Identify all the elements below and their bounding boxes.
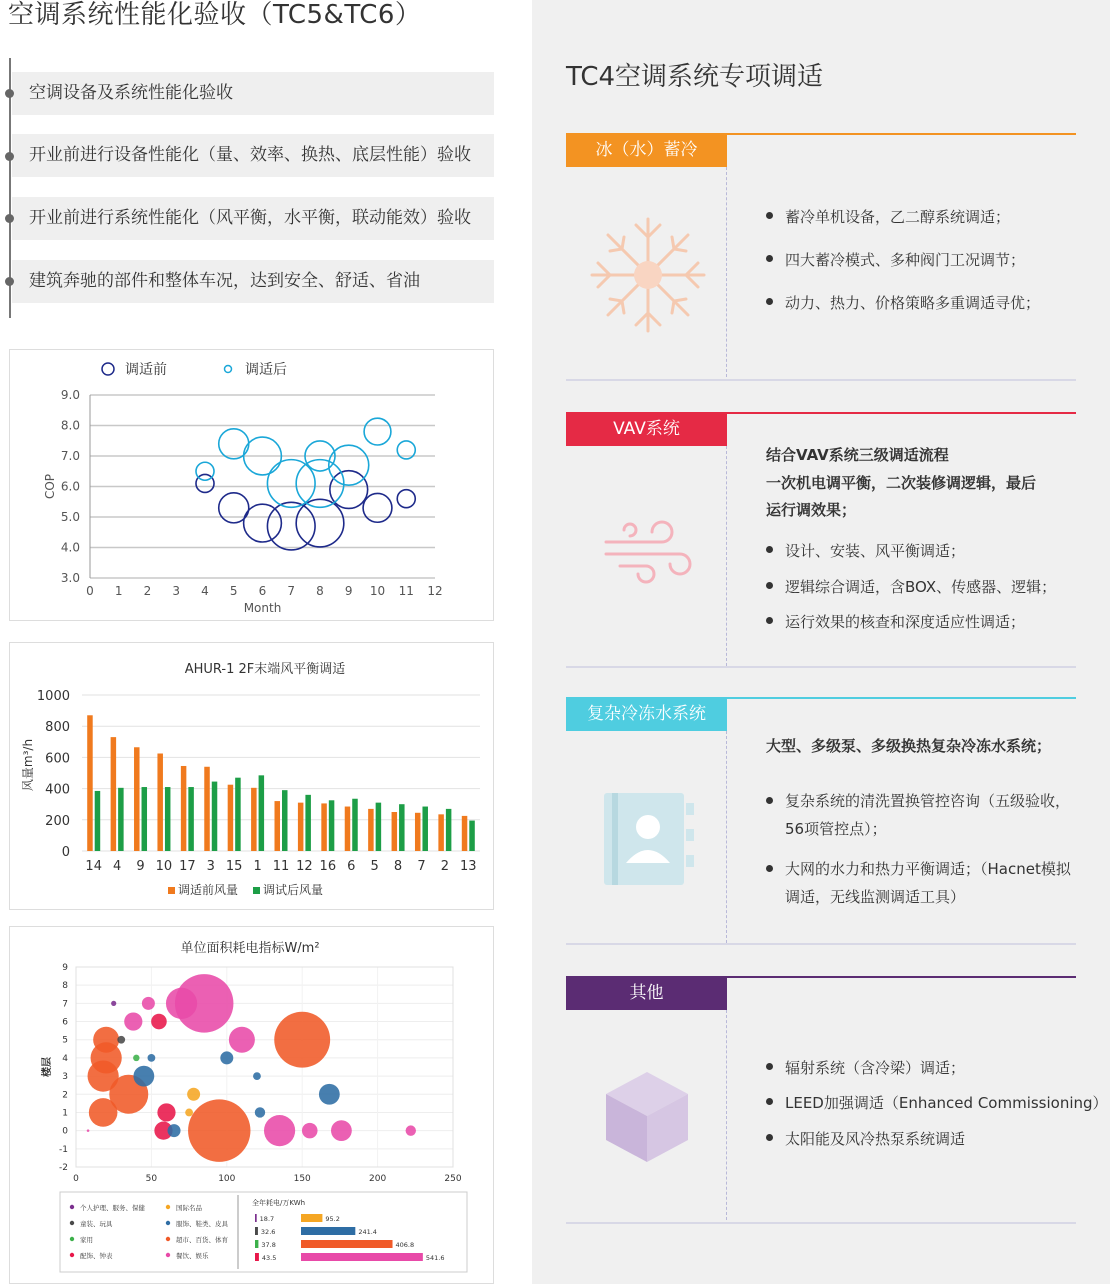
bar (321, 803, 327, 851)
legend-marker (166, 1205, 170, 1209)
bar (415, 813, 421, 851)
bubble-point (330, 471, 368, 509)
x-tick-label: 9 (136, 859, 145, 874)
bullet-item (12, 197, 494, 240)
x-tick-label: 150 (293, 1174, 311, 1184)
section-item: 大网的水力和热力平衡调适；（Hacnet模拟调适，无线监测调适工具） (766, 855, 1076, 911)
section-intro: 运行调效果； (766, 501, 857, 519)
energy-value: 18.7 (259, 1215, 275, 1223)
section-bottom-line (566, 943, 1076, 945)
section-tag: VAV系统 (566, 412, 727, 446)
legend-label: 餐饮、娱乐 (176, 1252, 209, 1260)
bubble-point (363, 493, 392, 522)
bubble-point (188, 1099, 250, 1161)
bar (469, 821, 475, 851)
x-tick-label: 6 (258, 584, 267, 598)
section-item: LEED加强调适（Enhanced Commissioning） (766, 1092, 1108, 1113)
section-divider (726, 446, 727, 666)
bubble-point (187, 1088, 200, 1101)
bubble-point (157, 1103, 175, 1121)
bar (399, 804, 405, 851)
airflow-bar-chart-panel (9, 642, 494, 910)
energy-value: 32.6 (260, 1228, 276, 1236)
legend-marker (166, 1237, 170, 1241)
energy-bar (301, 1253, 423, 1261)
bubble-point (397, 490, 415, 508)
y-tick-label: 4.0 (60, 540, 80, 555)
x-tick-label: 12 (296, 859, 313, 874)
y-tick-label: 5.0 (60, 510, 80, 524)
legend-label: 服饰、鞋类、皮具 (176, 1220, 228, 1228)
energy-value: 406.8 (395, 1241, 415, 1249)
bubble-point (87, 1129, 90, 1132)
section-item: 蓄冷单机设备，乙二醇系统调适； (766, 206, 1010, 227)
section-bottom-line (566, 379, 1076, 381)
bar (438, 814, 444, 851)
x-tick-label: 8 (316, 584, 324, 598)
section-item: 太阳能及风冷热泵系统调适 (766, 1128, 965, 1149)
chart-title: AHUR-1 2F末端风平衡调适 (184, 662, 346, 677)
section-ice-storage (566, 133, 1076, 383)
bubble-point (244, 504, 282, 542)
bullet-dot (5, 277, 14, 286)
section-item: 复杂系统的清洗置换管控咨询（五级验收，56项管控点）； (766, 787, 1076, 843)
bubble-point (364, 418, 391, 445)
section-title: TC4空调系统专项调适 (566, 62, 824, 92)
bar (134, 747, 140, 851)
x-tick-label: 2 (440, 859, 450, 874)
bar (259, 775, 265, 851)
section-item: 辐射系统（含冷梁）调适； (766, 1057, 965, 1078)
x-tick-label: 1 (253, 859, 262, 874)
bar (204, 767, 210, 851)
x-tick-label: 11 (398, 584, 414, 598)
contact-book-icon (598, 789, 698, 889)
y-tick-label: -2 (59, 1163, 68, 1173)
bubble-point (406, 1125, 416, 1135)
legend-marker (168, 887, 175, 894)
section-item: 设计、安装、风平衡调适； (766, 540, 965, 561)
bullet-dot (5, 89, 14, 98)
bar (352, 799, 358, 851)
bar (329, 800, 335, 851)
x-tick-label: 5 (229, 584, 238, 598)
section-item: 动力、热力、价格策略多重调适寻优； (766, 292, 1040, 313)
section-divider (726, 1010, 727, 1220)
left-column (0, 0, 520, 1284)
section-intro: 大型、多级泵、多级换热复杂冷冻水系统； (766, 737, 1052, 755)
x-tick-label: 250 (444, 1174, 462, 1184)
energy-bar (301, 1240, 393, 1248)
y-tick-label: 7.0 (60, 449, 80, 463)
bar (376, 803, 382, 851)
energy-value: 241.4 (358, 1228, 377, 1236)
bullet-text: 开业前进行系统性能化（风平衡，水平衡，联动能效）验收 (29, 208, 471, 228)
bar (111, 737, 117, 851)
energy-bar (255, 1240, 258, 1248)
bar (251, 788, 257, 851)
bar (368, 809, 374, 851)
section-tag: 复杂冷冻水系统 (566, 697, 727, 731)
y-tick-label: -1 (59, 1144, 68, 1155)
bubble-point (89, 1098, 118, 1127)
bar (446, 809, 452, 851)
bar (188, 787, 194, 851)
plot-frame (76, 967, 453, 1167)
bubble-point (117, 1036, 125, 1044)
y-tick-label: 3 (62, 1072, 68, 1083)
legend-marker (102, 363, 114, 375)
x-tick-label: 17 (179, 859, 196, 874)
y-tick-label: 8.0 (60, 418, 80, 433)
bar (95, 791, 101, 851)
bar (392, 812, 398, 851)
bar (275, 801, 281, 851)
legend-label: 国际名品 (176, 1204, 202, 1212)
bubble-point (133, 1055, 140, 1062)
x-tick-label: 7 (417, 859, 426, 874)
bar (87, 715, 93, 851)
x-tick-label: 1 (114, 584, 123, 598)
bubble-point (111, 1001, 116, 1006)
y-tick-label: 4 (62, 1053, 68, 1064)
bubble-point (185, 1109, 193, 1117)
section-tag: 其他 (566, 976, 727, 1010)
section-intro: 结合VAV系统三级调适流程 (766, 446, 949, 464)
bubble-point (274, 1012, 330, 1068)
x-tick-label: 200 (369, 1174, 387, 1184)
bubble-point (142, 997, 155, 1010)
legend-marker (253, 887, 260, 894)
section-divider (726, 167, 727, 377)
energy-bar (301, 1214, 322, 1222)
bar (228, 785, 234, 851)
x-tick-label: 16 (319, 859, 337, 874)
y-tick-label: 9 (62, 963, 68, 973)
y-tick-label: 400 (45, 782, 70, 798)
legend-label: 个人护理、服务、保健 (80, 1204, 145, 1212)
bullet-item (12, 72, 494, 115)
legend-label: 超市、百货、体育 (176, 1236, 228, 1244)
section-bottom-line (566, 666, 1076, 668)
y-axis-label: COP (43, 473, 57, 500)
cop-bubble-chart-panel (9, 349, 494, 621)
y-tick-label: 9.0 (60, 388, 80, 402)
y-tick-label: 1 (62, 1108, 68, 1119)
section-chilled-water (566, 697, 1076, 949)
energy-bar (255, 1214, 257, 1222)
y-tick-label: 200 (45, 813, 70, 829)
x-tick-label: 2 (143, 584, 152, 598)
y-tick-label: 6 (62, 1017, 68, 1028)
bubble-point (151, 1014, 167, 1030)
section-other (566, 976, 1108, 1228)
legend-label: 童装、玩具 (80, 1220, 113, 1228)
cop-bubble-chart (10, 350, 495, 622)
energy-value: 43.5 (261, 1254, 277, 1262)
legend-marker (166, 1221, 170, 1225)
bubble-point (166, 988, 197, 1019)
x-tick-label: 3 (206, 859, 215, 874)
bar (165, 787, 171, 851)
y-tick-label: 8 (62, 981, 68, 992)
bubble-point (253, 1072, 261, 1080)
bubble-point (296, 499, 344, 547)
section-divider (726, 731, 727, 943)
section-item: 逻辑综合调适，含BOX、传感器、逻辑； (766, 576, 1056, 597)
y-tick-label: 6.0 (60, 479, 80, 494)
legend-marker (225, 366, 232, 373)
energy-value: 95.2 (325, 1215, 340, 1223)
bubble-point (319, 1084, 340, 1105)
bullet-text: 开业前进行设备性能化（量、效率、换热、底层性能）验收 (29, 145, 471, 165)
bullet-item (12, 260, 494, 303)
bar (345, 807, 351, 851)
energy-bar (255, 1253, 259, 1261)
x-tick-label: 9 (344, 584, 353, 598)
bar (157, 754, 163, 852)
legend-marker (70, 1237, 74, 1241)
legend-label: 家用 (80, 1236, 93, 1244)
legend-marker (166, 1253, 170, 1257)
bubble-point (264, 1115, 295, 1146)
airflow-bar-chart (10, 643, 495, 911)
bar (118, 788, 124, 851)
legend-marker (70, 1205, 74, 1209)
x-axis-label: Month (243, 601, 282, 615)
bar (282, 790, 288, 851)
y-tick-label: 800 (45, 720, 70, 736)
legend-label: 调适后 (245, 362, 287, 378)
y-tick-label: 1000 (36, 689, 70, 704)
chart-title: 单位面积耗电指标W/m² (180, 941, 320, 956)
bubble-point (220, 1051, 233, 1064)
section-bottom-line (566, 1222, 1076, 1224)
bullet-text: 空调设备及系统性能化验收 (29, 83, 233, 103)
legend-marker (70, 1253, 74, 1257)
bar (298, 803, 304, 851)
bar (142, 787, 148, 851)
x-tick-label: 15 (225, 859, 243, 874)
bubble-point (296, 460, 344, 508)
x-tick-label: 100 (218, 1174, 236, 1184)
x-tick-label: 12 (427, 584, 443, 598)
x-tick-label: 50 (145, 1174, 158, 1184)
wind-icon (602, 512, 702, 592)
x-tick-label: 5 (370, 859, 379, 874)
y-tick-label: 0 (62, 1126, 68, 1137)
bar (305, 795, 311, 851)
x-tick-label: 4 (112, 859, 122, 874)
y-tick-label: 7 (62, 999, 68, 1010)
x-tick-label: 10 (369, 584, 386, 598)
y-tick-label: 600 (45, 751, 70, 767)
snowflake-icon (588, 215, 708, 335)
y-axis-label: 楼层 (42, 1057, 53, 1077)
bullet-text: 建筑奔驰的部件和整体车况，达到安全、舒适、省油 (29, 271, 420, 291)
y-axis-label: 风量m³/h (21, 738, 35, 792)
y-tick-label: 2 (62, 1090, 68, 1101)
cube-icon (602, 1068, 692, 1164)
bar (422, 807, 428, 851)
energy-bubble-chart-panel (9, 926, 494, 1284)
section-tag: 冰（水）蓄冷 (566, 133, 727, 167)
energy-title: 全年耗电/万KWh (252, 1199, 306, 1207)
bullet-item (12, 134, 494, 177)
bullet-dot (5, 214, 14, 223)
bubble-point (229, 1027, 255, 1053)
x-tick-label: 10 (155, 859, 173, 874)
energy-bar (301, 1227, 355, 1235)
x-tick-label: 7 (287, 584, 296, 598)
bar (235, 778, 241, 851)
right-column (532, 0, 1110, 1284)
bubble-point (267, 460, 315, 508)
x-tick-label: 6 (347, 859, 356, 874)
x-tick-label: 0 (73, 1174, 79, 1184)
x-tick-label: 8 (393, 859, 403, 874)
bar (462, 816, 468, 851)
bubble-point (196, 462, 214, 480)
y-tick-label: 5 (62, 1035, 68, 1046)
energy-bubble-chart (10, 927, 495, 1283)
section-vav (566, 412, 1076, 672)
legend-label: 调适前风量 (178, 883, 239, 897)
page-title: 空调系统性能化验收（TC5&TC6） (8, 0, 422, 30)
x-tick-label: 0 (86, 584, 94, 598)
energy-bar (255, 1227, 258, 1235)
energy-value: 37.8 (261, 1241, 276, 1249)
legend-marker (70, 1221, 74, 1225)
x-tick-label: 3 (172, 584, 181, 598)
x-tick-label: 11 (272, 859, 290, 874)
legend-label: 调试后风量 (263, 883, 324, 897)
bullet-dot (5, 152, 14, 161)
bar (181, 766, 187, 851)
section-intro: 一次机电调平衡，二次装修调逻辑，最后 (766, 474, 1037, 492)
bar (212, 782, 218, 851)
section-item: 四大蓄冷模式、多种阀门工况调节； (766, 249, 1025, 270)
bubble-point (302, 1123, 318, 1139)
bubble-point (255, 1107, 265, 1117)
energy-value: 541.6 (425, 1254, 445, 1262)
bubble-point (331, 1120, 352, 1141)
x-tick-label: 14 (85, 859, 102, 874)
y-tick-label: 3.0 (60, 571, 80, 585)
bubble-point (148, 1054, 156, 1062)
legend-label: 配饰、钟表 (80, 1252, 113, 1260)
x-tick-label: 13 (460, 859, 477, 874)
bubble-point (124, 1012, 142, 1030)
x-tick-label: 4 (201, 584, 209, 598)
y-tick-label: 0 (61, 845, 70, 860)
bubble-point (168, 1124, 181, 1137)
legend-label: 调适前 (125, 362, 167, 378)
bubble-point (133, 1066, 154, 1087)
section-item: 运行效果的核查和深度适应性调适； (766, 611, 1025, 632)
